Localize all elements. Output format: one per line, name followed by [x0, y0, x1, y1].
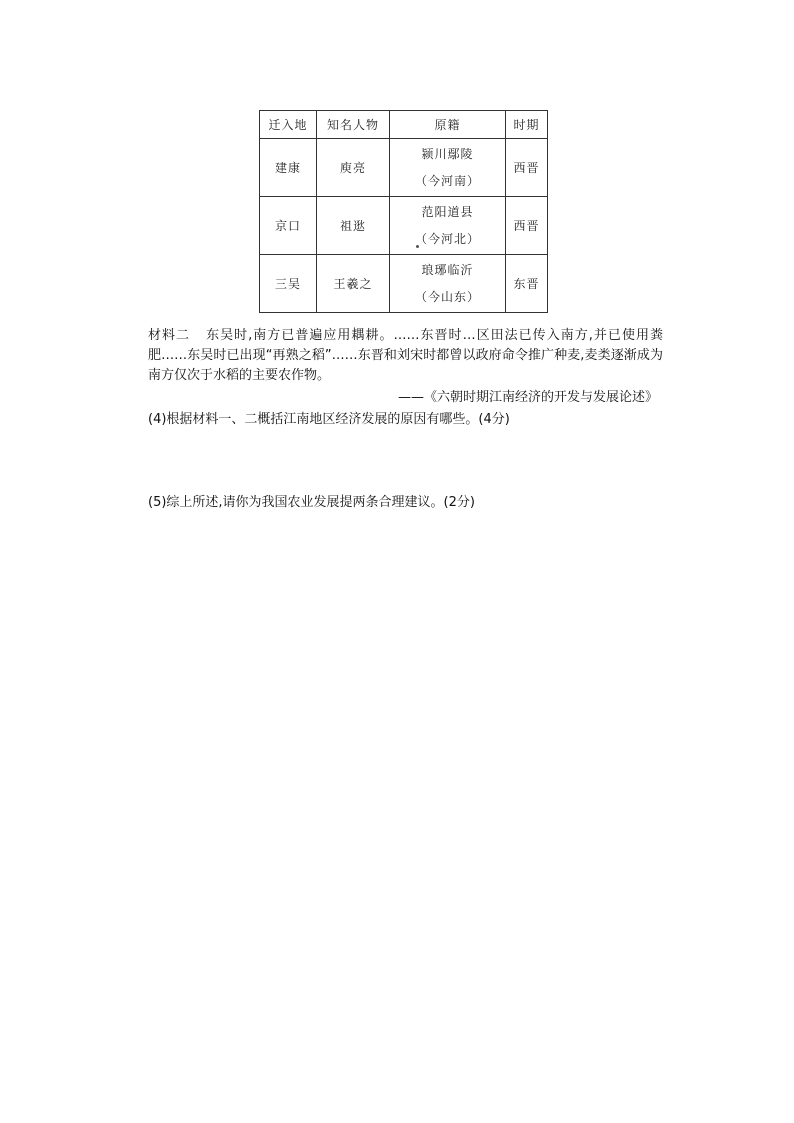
migration-table-figure — [259, 110, 548, 312]
cell-period: 西晋 — [506, 139, 548, 197]
header-origin: 原籍 — [390, 111, 506, 139]
origin-name: 琅琊临沂 — [421, 262, 474, 277]
cell-destination: 三吴 — [260, 255, 317, 313]
table-header-row — [260, 111, 548, 139]
migration-table — [259, 110, 548, 313]
origin-modern: （今河南） — [414, 173, 480, 188]
material-source: ——《六朝时期江南经济的开发与发展论述》 — [397, 390, 658, 405]
material-two-paragraph — [148, 326, 663, 386]
cell-destination: 建康 — [260, 139, 317, 197]
header-destination: 迁入地 — [260, 111, 317, 139]
header-person: 知名人物 — [317, 111, 390, 139]
table-row — [260, 255, 548, 313]
cell-destination: 京口 — [260, 197, 317, 255]
origin-modern: （今山东） — [414, 289, 480, 304]
cell-origin — [390, 139, 506, 197]
cell-origin — [390, 197, 506, 255]
scan-dot — [416, 245, 419, 248]
table-row — [260, 197, 548, 255]
cell-person: 王羲之 — [317, 255, 390, 313]
origin-name: 颍川鄢陵 — [421, 146, 474, 161]
material-label: 材料二 — [148, 328, 191, 343]
question-5: (5)综上所述,请你为我国农业发展提两条合理建议。(2分) — [148, 495, 475, 510]
table-row — [260, 139, 548, 197]
cell-origin — [390, 255, 506, 313]
header-period: 时期 — [506, 111, 548, 139]
cell-period: 西晋 — [506, 197, 548, 255]
origin-name: 范阳道县 — [421, 204, 474, 219]
cell-person: 庾亮 — [317, 139, 390, 197]
question-4: (4)根据材料一、二概括江南地区经济发展的原因有哪些。(4分) — [148, 412, 510, 427]
cell-period: 东晋 — [506, 255, 548, 313]
origin-modern: （今河北） — [414, 231, 480, 246]
material-text: 东吴时,南方已普遍应用耦耕。……东晋时…区田法已传入南方,并已使用粪肥……东吴时已出现“再熟之稻”……东晋和刘宋时都曾以政府命令推广种麦,麦类逐渐成为南方仅次于水稻的主要农作物。 — [148, 328, 663, 383]
cell-person: 祖逖 — [317, 197, 390, 255]
